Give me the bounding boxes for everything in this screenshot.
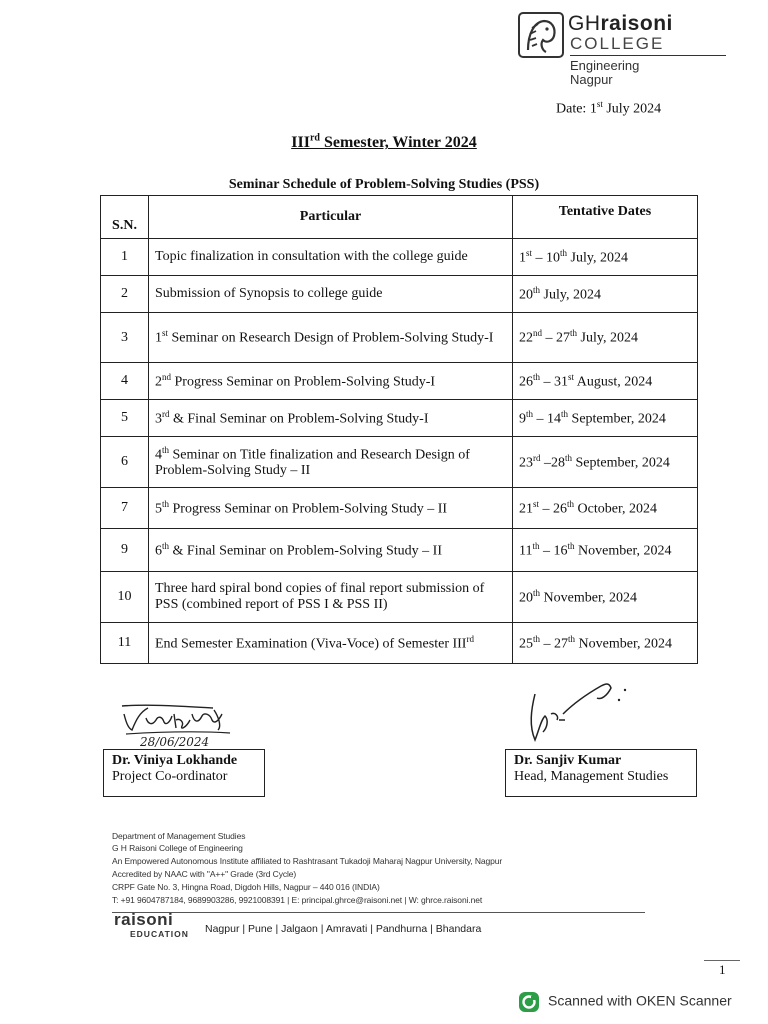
table-row: [101, 488, 698, 529]
row-date: 11th – 16th November, 2024: [513, 529, 698, 572]
row-date: 22nd – 27th July, 2024: [513, 313, 698, 363]
row-particular: 3rd & Final Seminar on Problem-Solving Study-I: [149, 400, 513, 437]
semester-title: IIIrd Semester, Winter 2024: [291, 133, 477, 152]
footer-line-4: Accredited by NAAC with "A++" Grade (3rd Cycle): [112, 869, 297, 879]
row-particular: 5th Progress Seminar on Problem-Solving Study – II: [149, 488, 513, 529]
row-particular: 4th Seminar on Title finalization and Research Design of Problem-Solving Study – II: [149, 437, 513, 488]
footer-line-3: An Empowered Autonomous Institute affiliated to Rashtrasant Tukadoji Maharaj Nagpur University, Nagpur: [112, 856, 503, 866]
row-particular: Submission of Synopsis to college guide: [149, 276, 513, 313]
footer-divider: [112, 912, 645, 913]
row-sn: 1: [101, 239, 149, 276]
table-row: [101, 313, 698, 363]
logo-subtitle-1: Engineering: [570, 58, 640, 73]
signatory-right-role: Head, Management Studies: [514, 769, 669, 784]
table-row: [101, 572, 698, 623]
schedule-table: [100, 195, 698, 664]
row-sn: 2: [101, 276, 149, 313]
table-row: [101, 276, 698, 313]
row-particular: 1st Seminar on Research Design of Problem-Solving Study-I: [149, 313, 513, 363]
page-number-line: [704, 960, 740, 961]
row-date: 9th – 14th September, 2024: [513, 400, 698, 437]
row-sn: 9: [101, 529, 149, 572]
signature-lokhande: [118, 700, 238, 750]
signatory-right: [505, 749, 697, 797]
signatory-left-name: Dr. Viniya Lokhande: [112, 753, 238, 768]
row-date: 20th July, 2024: [513, 276, 698, 313]
row-sn: 3: [101, 313, 149, 363]
row-particular: 2nd Progress Seminar on Problem-Solving Study-I: [149, 363, 513, 400]
footer-line-6: T: +91 9604787184, 9689903286, 9921008391 | E: principal.ghrce@raisoni.net | W: ghrce.raisoni.net: [112, 895, 483, 905]
row-sn: 10: [101, 572, 149, 623]
row-date: 1st – 10th July, 2024: [513, 239, 698, 276]
row-date: 21st – 26th October, 2024: [513, 488, 698, 529]
table-row: [101, 239, 698, 276]
scanner-watermark: [518, 991, 732, 1013]
table-title: Seminar Schedule of Problem-Solving Studies (PSS): [228, 177, 540, 192]
row-sn: 4: [101, 363, 149, 400]
table-row: [101, 623, 698, 664]
lion-emblem-icon: [518, 12, 564, 58]
logo-divider: [570, 55, 726, 56]
handwritten-date: 28/06/2024: [140, 735, 210, 749]
edu-sub: EDUCATION: [130, 929, 189, 939]
header-sn: S.N.: [101, 196, 149, 239]
footer-line-2: G H Raisoni College of Engineering: [112, 843, 243, 853]
table-header-row: [101, 196, 698, 239]
page-number: 1: [719, 962, 726, 977]
signatory-left-role: Project Co-ordinator: [112, 769, 228, 784]
table-row: [101, 400, 698, 437]
oken-scanner-icon: [518, 991, 540, 1013]
row-particular: End Semester Examination (Viva-Voce) of Semester IIIrd: [149, 623, 513, 664]
row-sn: 6: [101, 437, 149, 488]
logo-subtitle-2: Nagpur: [570, 72, 613, 87]
row-particular: 6th & Final Seminar on Problem-Solving Study – II: [149, 529, 513, 572]
row-date: 26th – 31st August, 2024: [513, 363, 698, 400]
footer-line-5: CRPF Gate No. 3, Hingna Road, Digdoh Hills, Nagpur – 440 016 (INDIA): [112, 882, 380, 892]
table-row: [101, 437, 698, 488]
header-dates: Tentative Dates: [513, 196, 698, 239]
scanner-text: Scanned with OKEN Scanner: [548, 992, 732, 1009]
document-date: Date: 1st July 2024: [556, 99, 662, 117]
logo-college: COLLEGE: [570, 34, 665, 53]
row-sn: 5: [101, 400, 149, 437]
footer-cities: Nagpur | Pune | Jalgaon | Amravati | Pandhurna | Bhandara: [205, 923, 482, 935]
raisoni-education-logo: [114, 910, 189, 939]
header-particular: Particular: [149, 196, 513, 239]
college-logo: [518, 12, 728, 92]
row-particular: Three hard spiral bond copies of final report submission of PSS (combined report of PSS I & PSS II): [149, 572, 513, 623]
row-sn: 11: [101, 623, 149, 664]
edu-brand: raisoni: [114, 910, 174, 929]
row-date: 20th November, 2024: [513, 572, 698, 623]
table-row: [101, 529, 698, 572]
signatory-right-name: Dr. Sanjiv Kumar: [514, 753, 622, 768]
footer-line-1: Department of Management Studies: [112, 831, 246, 841]
row-date: 25th – 27th November, 2024: [513, 623, 698, 664]
row-particular: Topic finalization in consultation with the college guide: [149, 239, 513, 276]
table-row: [101, 363, 698, 400]
signatory-left: [103, 749, 265, 797]
row-sn: 7: [101, 488, 149, 529]
signature-kumar: [515, 680, 640, 750]
logo-brand: GHraisoni: [568, 12, 673, 35]
row-date: 23rd –28th September, 2024: [513, 437, 698, 488]
